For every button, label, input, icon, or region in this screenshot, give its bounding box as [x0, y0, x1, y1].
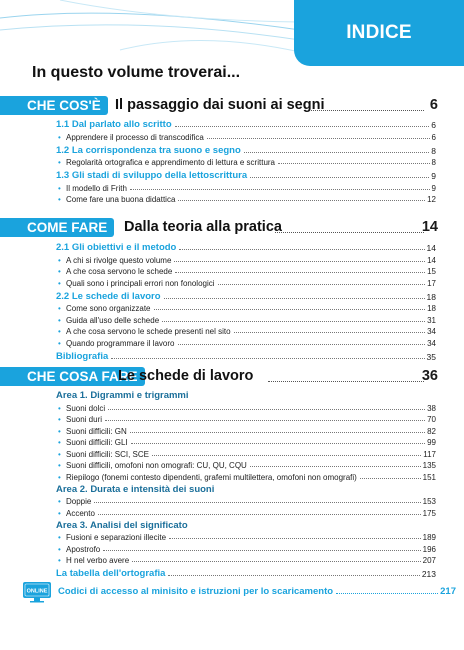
entry-page: 175 — [422, 508, 436, 518]
section-header[interactable] — [0, 96, 464, 115]
leader-dots — [152, 455, 421, 456]
entry-text: Suoni difficili, omofoni non omografi: CU, QU, CQU — [66, 461, 247, 470]
entry-page: 14 — [426, 243, 436, 253]
leader-dots — [250, 466, 421, 467]
leader-dots — [175, 126, 430, 127]
entry-page: 15 — [427, 267, 436, 276]
section-label: CHE COSA FARE — [0, 367, 145, 386]
toc-item[interactable] — [0, 156, 464, 168]
section-title: Il passaggio dai suoni ai segni — [115, 97, 325, 113]
entry-text: H nel verbo avere — [66, 556, 130, 565]
online-resources — [22, 581, 462, 603]
bullet-icon: • — [58, 255, 61, 265]
entry-page: 17 — [427, 278, 436, 288]
section-label: CHE COS'È — [0, 96, 108, 115]
entry-text: A che cosa servono le schede — [66, 267, 173, 276]
leader-dots — [94, 502, 420, 503]
section-che-cose — [0, 96, 464, 204]
leader-dots — [98, 514, 421, 515]
entry-page: 117 — [423, 449, 436, 459]
toc-item[interactable] — [0, 459, 464, 471]
leader-dots — [169, 538, 421, 539]
section-page: 14 — [421, 219, 438, 235]
bullet-icon: • — [58, 315, 61, 325]
toc-item[interactable] — [0, 542, 464, 554]
toc-item[interactable] — [0, 336, 464, 348]
entry-page: 35 — [426, 351, 436, 362]
entry-text: Quando programmare il lavoro — [66, 338, 175, 348]
bullet-icon: • — [58, 304, 61, 313]
leader-dots — [164, 298, 425, 299]
toc-area[interactable] — [0, 518, 464, 531]
entry-text: A chi si rivolge questo volume — [66, 255, 172, 265]
entry-text: 2.2 Le schede di lavoro — [56, 290, 161, 302]
leader-dots — [103, 550, 420, 551]
section-page: 6 — [429, 97, 438, 113]
leader-dots — [174, 261, 425, 262]
bullet-icon: • — [58, 338, 61, 348]
leader-dots — [162, 321, 425, 322]
toc-item[interactable] — [0, 193, 464, 205]
entry-page: 34 — [427, 338, 436, 348]
toc-subsection[interactable] — [0, 348, 464, 362]
leader-dots — [111, 358, 424, 359]
toc-item[interactable] — [0, 424, 464, 436]
section-title: Dalla teoria alla pratica — [124, 219, 282, 235]
toc-subsection[interactable] — [0, 116, 464, 130]
entry-page: 207 — [422, 556, 436, 565]
leader-dots — [154, 309, 426, 310]
leader-dots — [108, 409, 425, 410]
toc-subsection[interactable] — [0, 565, 464, 579]
leader-dots — [175, 272, 425, 273]
entry-page: 8 — [431, 158, 436, 167]
toc-item[interactable] — [0, 265, 464, 277]
toc-item[interactable] — [0, 302, 464, 314]
entry-page: 12 — [427, 195, 436, 204]
entry-page: 9 — [431, 183, 436, 193]
entry-page: 6 — [431, 132, 436, 142]
bullet-icon: • — [58, 132, 61, 142]
bullet-icon: • — [58, 556, 61, 565]
leader-dots — [105, 420, 425, 421]
entry-text: Fusioni e separazioni illecite — [66, 533, 167, 542]
entry-text: Regolarità ortografica e apprendimento di lettura e scrittura — [66, 158, 275, 167]
leader-dots — [179, 249, 424, 250]
entry-text: Bibliografia — [56, 350, 109, 362]
toc-item[interactable] — [0, 253, 464, 265]
entry-text: Apprendere il processo di transcodifica — [66, 132, 204, 142]
leader-dots — [244, 152, 430, 153]
entry-page: 135 — [422, 461, 436, 470]
entry-page: 31 — [427, 315, 436, 325]
bullet-icon: • — [58, 508, 61, 518]
toc-area[interactable] — [0, 482, 464, 495]
entry-text: Riepilogo (fonemi contesto dipendenti, grafemi multilettera, omofoni non omografi) — [66, 472, 357, 482]
bullet-icon: • — [58, 472, 61, 482]
toc-item[interactable] — [0, 495, 464, 507]
entry-page: 18 — [426, 291, 436, 302]
section-label: COME FARE — [0, 218, 114, 237]
leader-dots — [178, 200, 425, 201]
toc-item[interactable] — [0, 181, 464, 193]
page-title: INDICE — [346, 22, 412, 43]
entry-page: 82 — [427, 426, 436, 436]
toc-subsection[interactable] — [0, 239, 464, 253]
entry-page: 70 — [427, 415, 436, 424]
leader-dots — [168, 575, 419, 576]
bullet-icon: • — [58, 267, 61, 276]
entry-text: 1.2 La corrispondenza tra suono e segno — [56, 144, 241, 156]
entry-page: 6 — [431, 120, 436, 130]
leader-dots — [130, 189, 430, 190]
toc-item[interactable] — [0, 470, 464, 482]
leader-dots — [178, 344, 426, 345]
toc-subsection[interactable] — [0, 167, 464, 181]
entry-text: Suoni duri — [66, 415, 103, 424]
toc-item[interactable] — [0, 130, 464, 142]
online-link[interactable]: Codici di accesso al minisito e istruzioni per lo scaricamento 217 — [58, 586, 456, 597]
toc-item[interactable] — [0, 325, 464, 337]
toc-item[interactable] — [0, 447, 464, 459]
entry-text: Come sono organizzate — [66, 304, 151, 313]
entry-page: 189 — [422, 533, 436, 542]
entry-text: Area 2. Durata e intensità dei suoni — [56, 483, 215, 495]
toc-item[interactable] — [0, 413, 464, 425]
entry-text: 1.1 Dal parlato allo scritto — [56, 119, 172, 130]
bullet-icon: • — [58, 449, 61, 459]
entry-text: Guida all'uso delle schede — [66, 315, 160, 325]
toc-subsection[interactable] — [0, 142, 464, 156]
leader-dots — [218, 284, 426, 285]
toc-item[interactable] — [0, 313, 464, 325]
index-header — [294, 0, 464, 66]
leader-dots — [311, 107, 424, 111]
bullet-icon: • — [58, 426, 61, 436]
entry-text: Suoni difficili: SCI, SCE — [66, 449, 149, 459]
entry-text: Suoni difficili: GN — [66, 426, 127, 436]
section-entries — [0, 116, 464, 204]
toc-item[interactable] — [0, 506, 464, 518]
toc-item[interactable] — [0, 531, 464, 543]
entry-page: 8 — [431, 145, 436, 156]
bullet-icon: • — [58, 327, 61, 336]
bullet-icon: • — [58, 183, 61, 193]
section-entries — [0, 388, 464, 579]
leader-dots — [234, 332, 426, 333]
entry-page: 14 — [427, 255, 436, 265]
toc-subsection[interactable] — [0, 288, 464, 302]
section-come-fare — [0, 218, 464, 362]
section-header[interactable] — [0, 367, 464, 386]
bullet-icon: • — [58, 533, 61, 542]
entry-text: La tabella dell'ortografia — [56, 568, 166, 579]
entry-page: 38 — [427, 403, 436, 413]
bullet-icon: • — [58, 415, 61, 424]
entry-page: 18 — [427, 304, 436, 313]
entry-page: 9 — [431, 171, 436, 181]
toc-item[interactable] — [0, 401, 464, 413]
leader-dots — [130, 432, 425, 433]
bullet-icon: • — [58, 278, 61, 288]
intro-heading: In questo volume troverai... — [32, 64, 241, 81]
section-header[interactable] — [0, 218, 464, 237]
bullet-icon: • — [58, 461, 61, 470]
leader-dots — [131, 443, 425, 444]
entry-text: Doppie — [66, 497, 92, 506]
entry-text: Area 3. Analisi del significato — [56, 519, 188, 531]
leader-dots — [278, 163, 430, 164]
toc-area[interactable] — [0, 388, 464, 401]
section-che-cosa-fare — [0, 367, 464, 579]
leader-dots — [360, 478, 421, 479]
bullet-icon: • — [58, 158, 61, 167]
leader-dots — [268, 378, 424, 382]
entry-text: Area 1. Digrammi e trigrammi — [56, 390, 189, 401]
leader-dots — [250, 177, 429, 178]
entry-text: Apostrofo — [66, 544, 101, 554]
bullet-icon: • — [58, 403, 61, 413]
bullet-icon: • — [58, 195, 61, 204]
entry-text: 2.1 Gli obiettivi e il metodo — [56, 242, 177, 253]
section-title: Le schede di lavoro — [118, 368, 254, 384]
section-entries — [0, 239, 464, 362]
section-page: 36 — [421, 368, 438, 384]
entry-text: Come fare una buona didattica — [66, 195, 176, 204]
entry-text: Quali sono i principali errori non fonologici — [66, 278, 215, 288]
bullet-icon: • — [58, 544, 61, 554]
entry-text: 1.3 Gli stadi di sviluppo della lettoscrittura — [56, 170, 248, 181]
entry-page: 99 — [427, 438, 436, 447]
monitor-icon — [22, 581, 52, 603]
entry-text: A che cosa servono le schede presenti nel sito — [66, 327, 231, 336]
entry-text: Accento — [66, 508, 95, 518]
online-icon-label: ONLINE — [26, 588, 48, 595]
toc-item[interactable] — [0, 276, 464, 288]
entry-text: Suoni difficili: GLI — [66, 438, 128, 447]
toc-item[interactable] — [0, 554, 464, 566]
toc-item[interactable] — [0, 436, 464, 448]
entry-text: Suoni dolci — [66, 403, 106, 413]
entry-page: 196 — [422, 544, 436, 554]
entry-page: 151 — [422, 472, 436, 482]
entry-text: Il modello di Frith — [66, 183, 127, 193]
entry-page: 34 — [427, 327, 436, 336]
bullet-icon: • — [58, 497, 61, 506]
entry-page: 153 — [422, 497, 436, 506]
leader-dots — [207, 138, 430, 139]
entry-page: 213 — [421, 569, 436, 579]
leader-dots — [275, 229, 424, 233]
leader-dots — [132, 561, 420, 562]
bullet-icon: • — [58, 438, 61, 447]
